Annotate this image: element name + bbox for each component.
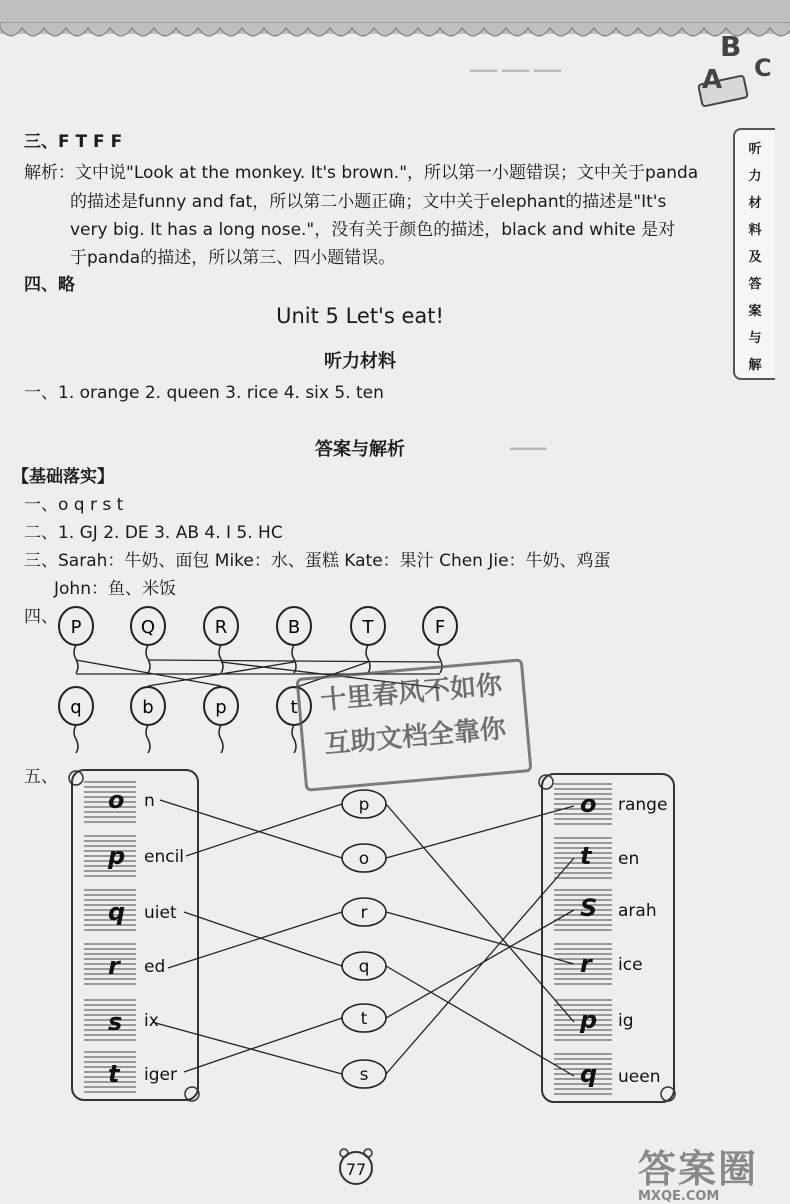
section4-text: 四、略 bbox=[24, 275, 75, 295]
balloon-letter: F bbox=[434, 617, 446, 638]
svg-text:B: B bbox=[720, 36, 742, 63]
right-letter: t bbox=[580, 842, 592, 870]
left-ending: uiet bbox=[144, 903, 177, 923]
right-ending: ig bbox=[618, 1011, 634, 1031]
balloon-top bbox=[277, 607, 311, 673]
left-letter: q bbox=[108, 898, 126, 926]
middle-letter: s bbox=[359, 1065, 369, 1085]
matching-lines bbox=[152, 800, 574, 1076]
right-ending: range bbox=[618, 795, 668, 815]
watermark-logo: 答案圈 bbox=[638, 1147, 759, 1191]
bleed-through-text: ━━━━ bbox=[510, 440, 547, 458]
balloon-top bbox=[351, 607, 385, 673]
ruled-lines bbox=[84, 782, 612, 1094]
balloon-letter: T bbox=[362, 617, 374, 638]
middle-letter: o bbox=[358, 849, 370, 869]
balloon-letter: q bbox=[70, 697, 82, 718]
side-tab bbox=[733, 128, 775, 380]
left-letter: s bbox=[108, 1008, 123, 1036]
listening-heading: 听力材料 bbox=[324, 351, 396, 372]
right-letter: q bbox=[580, 1060, 598, 1088]
left-ending: n bbox=[144, 791, 155, 811]
balloon-top bbox=[423, 607, 457, 673]
balloon-bottom bbox=[59, 687, 93, 753]
analysis-line: very big. It has a long nose."，没有关于颜色的描述，black and white 是对 bbox=[70, 220, 676, 240]
answer-line: 三、Sarah：牛奶、面包 Mike：水、蛋糕 Kate：果汁 Chen Jie：牛奶、鸡蛋 bbox=[24, 551, 611, 571]
left-ending: encil bbox=[144, 847, 185, 867]
stamp-line: 十里春风不如你 bbox=[319, 670, 504, 716]
side-tab-char: 料 bbox=[748, 223, 762, 238]
right-letter: o bbox=[580, 790, 597, 818]
balloon-letter: t bbox=[290, 697, 298, 718]
analysis-line: 解析：文中说"Look at the monkey. It's brown."，所以第一小题错误；文中关于panda bbox=[24, 163, 699, 183]
middle-letter: r bbox=[360, 903, 368, 923]
right-ending: en bbox=[618, 849, 640, 869]
balloon-letter: b bbox=[142, 697, 154, 718]
svg-text:C: C bbox=[754, 54, 772, 82]
left-ending: ed bbox=[144, 957, 166, 977]
right-ending: ice bbox=[618, 955, 643, 975]
side-tab-char: 与 bbox=[748, 331, 762, 346]
right-letter: p bbox=[580, 1006, 598, 1034]
left-letter: p bbox=[108, 842, 126, 870]
answer-line: 一、o q r s t bbox=[24, 495, 124, 515]
analysis-line: 于panda的描述，所以第三、四小题错误。 bbox=[70, 248, 396, 268]
middle-letter: t bbox=[360, 1009, 368, 1029]
bleed-through-text: ━━━ ━━━ ━━━ bbox=[470, 62, 561, 80]
balloon-bottom bbox=[131, 687, 165, 753]
left-letter: o bbox=[108, 786, 125, 814]
site-watermark bbox=[638, 1138, 758, 1204]
page-number: 77 bbox=[345, 1160, 367, 1179]
section3-heading: 三、F T F F bbox=[24, 132, 123, 152]
right-ending: arah bbox=[618, 901, 657, 921]
scalloped-border bbox=[0, 22, 790, 46]
side-tab-char: 力 bbox=[748, 169, 762, 184]
alarm-clock-icon bbox=[336, 1146, 376, 1186]
left-letter: r bbox=[108, 952, 120, 980]
balloon-top bbox=[59, 607, 93, 673]
balloon-letter: p bbox=[215, 697, 227, 718]
right-letter: S bbox=[580, 894, 598, 922]
balloon-letter: R bbox=[214, 617, 228, 638]
side-tab-char: 材 bbox=[748, 196, 762, 211]
listening-line: 一、1. orange 2. queen 3. rice 4. six 5. ten bbox=[24, 383, 384, 403]
stamp-line: 互助文档全靠你 bbox=[323, 714, 508, 760]
answers-heading: 答案与解析 bbox=[315, 439, 405, 460]
balloon-letter: P bbox=[70, 617, 82, 638]
side-tab-char: 听 bbox=[748, 142, 762, 157]
balloon-letter: Q bbox=[140, 617, 156, 638]
left-ending: ix bbox=[144, 1011, 159, 1031]
balloon-letter: B bbox=[287, 617, 301, 638]
left-ending: iger bbox=[144, 1065, 177, 1085]
svg-text:A: A bbox=[702, 65, 723, 95]
unit-title: Unit 5 Let's eat! bbox=[276, 304, 444, 328]
side-tab-char: 及 bbox=[748, 250, 762, 265]
q4-label: 四、 bbox=[24, 607, 58, 627]
word-matching-figure bbox=[0, 760, 720, 1120]
right-card bbox=[542, 774, 674, 1102]
side-tab-char: 答 bbox=[748, 277, 762, 292]
right-letter: r bbox=[580, 950, 592, 978]
analysis-line: 的描述是funny and fat，所以第二小题正确；文中关于elephant的描述是"It's bbox=[70, 192, 667, 212]
side-tab-char: 解 bbox=[748, 358, 762, 373]
middle-letter: q bbox=[358, 957, 370, 977]
side-tab-char: 案 bbox=[748, 304, 762, 319]
basics-heading: 【基础落实】 bbox=[12, 467, 114, 487]
q5-label: 五、 bbox=[24, 767, 58, 787]
watermark-url: MXQE.COM bbox=[638, 1189, 720, 1204]
middle-letter: p bbox=[358, 795, 370, 815]
answer-line: John：鱼、米饭 bbox=[54, 579, 176, 599]
abc-book-icon bbox=[690, 36, 790, 112]
right-ending: ueen bbox=[618, 1067, 661, 1087]
balloon-bottom bbox=[204, 687, 238, 753]
answer-line: 二、1. GJ 2. DE 3. AB 4. I 5. HC bbox=[24, 523, 283, 543]
left-card bbox=[72, 770, 198, 1100]
balloon-top bbox=[131, 607, 165, 673]
left-letter: t bbox=[108, 1060, 120, 1088]
